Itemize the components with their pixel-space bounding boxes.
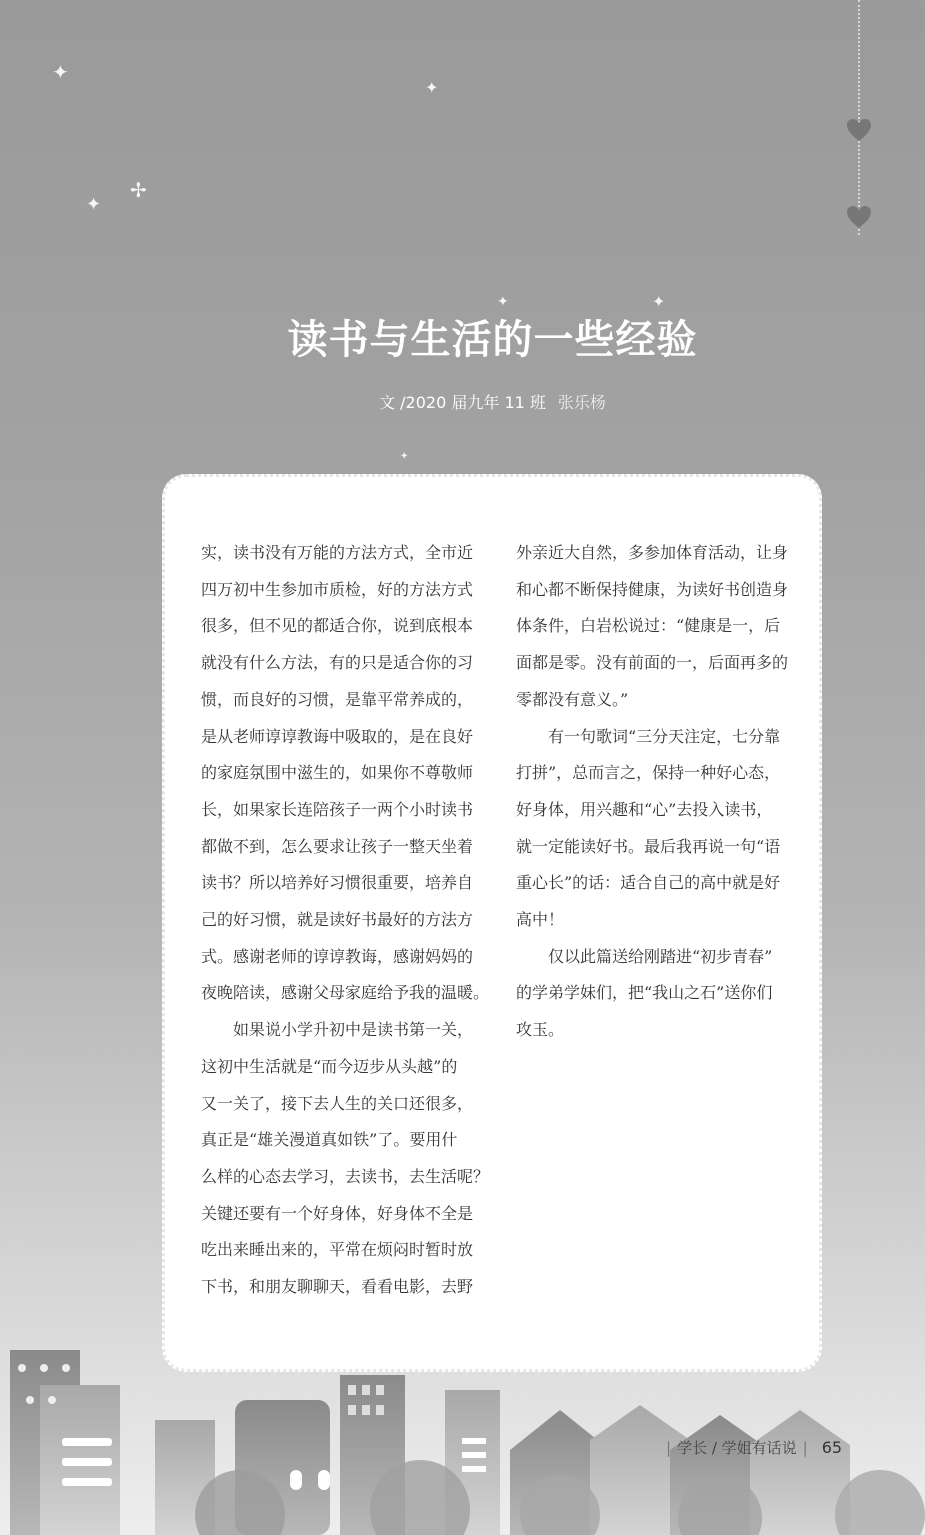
text-line: 己的好习惯，就是读好书最好的方法方 [201, 910, 474, 930]
left-column [201, 535, 490, 1306]
star-icon: ✦ [86, 194, 102, 215]
star-icon: ✦ [497, 294, 509, 310]
star-icon: ✦ [425, 78, 439, 97]
author-name: 张乐杨 [557, 393, 606, 412]
text-line: 下书，和朋友聊聊天，看看电影，去野 [201, 1277, 474, 1297]
article-title: 读书与生活的一些经验 [287, 317, 698, 363]
text-line: 又一关了，接下去人生的关口还很多， [201, 1093, 474, 1113]
text-line: 零都没有意义。” [516, 689, 629, 709]
text-line: 惯，而良好的习惯，是靠平常养成的， [201, 689, 474, 709]
text-line: 读书？所以培养好习惯很重要，培养自 [201, 873, 474, 893]
text-line: 的学弟学妹们，把“我山之石”送你们 [516, 983, 773, 1003]
footer-divider: | [666, 1438, 672, 1457]
footer-divider: | [802, 1438, 808, 1457]
right-column [516, 535, 789, 1049]
text-line: 关键还要有一个好身体，好身体不全是 [201, 1203, 474, 1223]
star-icon: ✦ [52, 60, 69, 84]
text-line: 是从老师谆谆教诲中吸取的，是在良好 [201, 726, 474, 746]
text-line: 夜晚陪读，感谢父母家庭给予我的温暖。 [201, 983, 490, 1003]
page-number: 65 [821, 1438, 843, 1457]
text-line: 外亲近大自然，多参加体育活动，让身 [516, 543, 789, 562]
text-line: 这初中生活就是“而今迈步从头越”的 [201, 1056, 458, 1076]
text-line: 么样的心态去学习，去读书，去生活呢？ [201, 1166, 490, 1186]
text-line: 重心长”的话：适合自己的高中就是好 [516, 873, 781, 893]
text-line: 有一句歌词“三分天注定，七分靠 [516, 726, 781, 746]
byline-prefix: 文 /2020 届九年 11 班 [379, 393, 546, 412]
text-line: 很多，但不见的都适合你，说到底根本 [201, 616, 474, 636]
text-line: 和心都不断保持健康，为读好书创造身 [516, 579, 789, 599]
text-line: 吃出来睡出来的，平常在烦闷时暂时放 [201, 1240, 474, 1260]
text-line: 仅以此篇送给刚踏进“初步青春” [516, 946, 773, 966]
text-line: 打拼”，总而言之，保持一种好心态， [516, 763, 781, 783]
text-line: 四万初中生参加市质检，好的方法方式 [201, 579, 474, 599]
text-line: 实，读书没有万能的方法方式，全市近 [201, 543, 474, 562]
text-line: 好身体，用兴趣和“心”去投入读书， [516, 799, 773, 819]
text-line: 如果说小学升初中是读书第一关， [201, 1020, 474, 1040]
star-icon: ✦ [400, 451, 409, 462]
text-line: 的家庭氛围中滋生的，如果你不尊敬师 [201, 763, 474, 783]
text-line: 攻玉。 [516, 1020, 565, 1040]
city-skyline-illustration [0, 1330, 925, 1535]
star-icon: ✢ [130, 178, 147, 202]
text-line: 体条件，白岩松说过：“健康是一，后 [516, 616, 781, 636]
heart-icon [845, 204, 873, 230]
heart-icon [845, 117, 873, 143]
star-icon: ✦ [652, 292, 666, 311]
text-line: 高中！ [516, 910, 565, 930]
text-line: 就一定能读好书。最后我再说一句“语 [516, 836, 781, 856]
text-line: 真正是“雄关漫道真如铁”了。要用什 [201, 1130, 458, 1150]
section-name: 学长 / 学姐有话说 [677, 1439, 797, 1457]
text-line: 都做不到，怎么要求让孩子一整天坐着 [201, 836, 474, 856]
text-line: 就没有什么方法，有的只是适合你的习 [201, 653, 474, 673]
text-line: 式。感谢老师的谆谆教诲，感谢妈妈的 [201, 946, 474, 966]
text-line: 面都是零。没有前面的一，后面再多的 [516, 653, 789, 673]
byline [0, 390, 925, 413]
page-footer [660, 1437, 842, 1458]
text-line: 长，如果家长连陪孩子一两个小时读书 [201, 799, 474, 819]
